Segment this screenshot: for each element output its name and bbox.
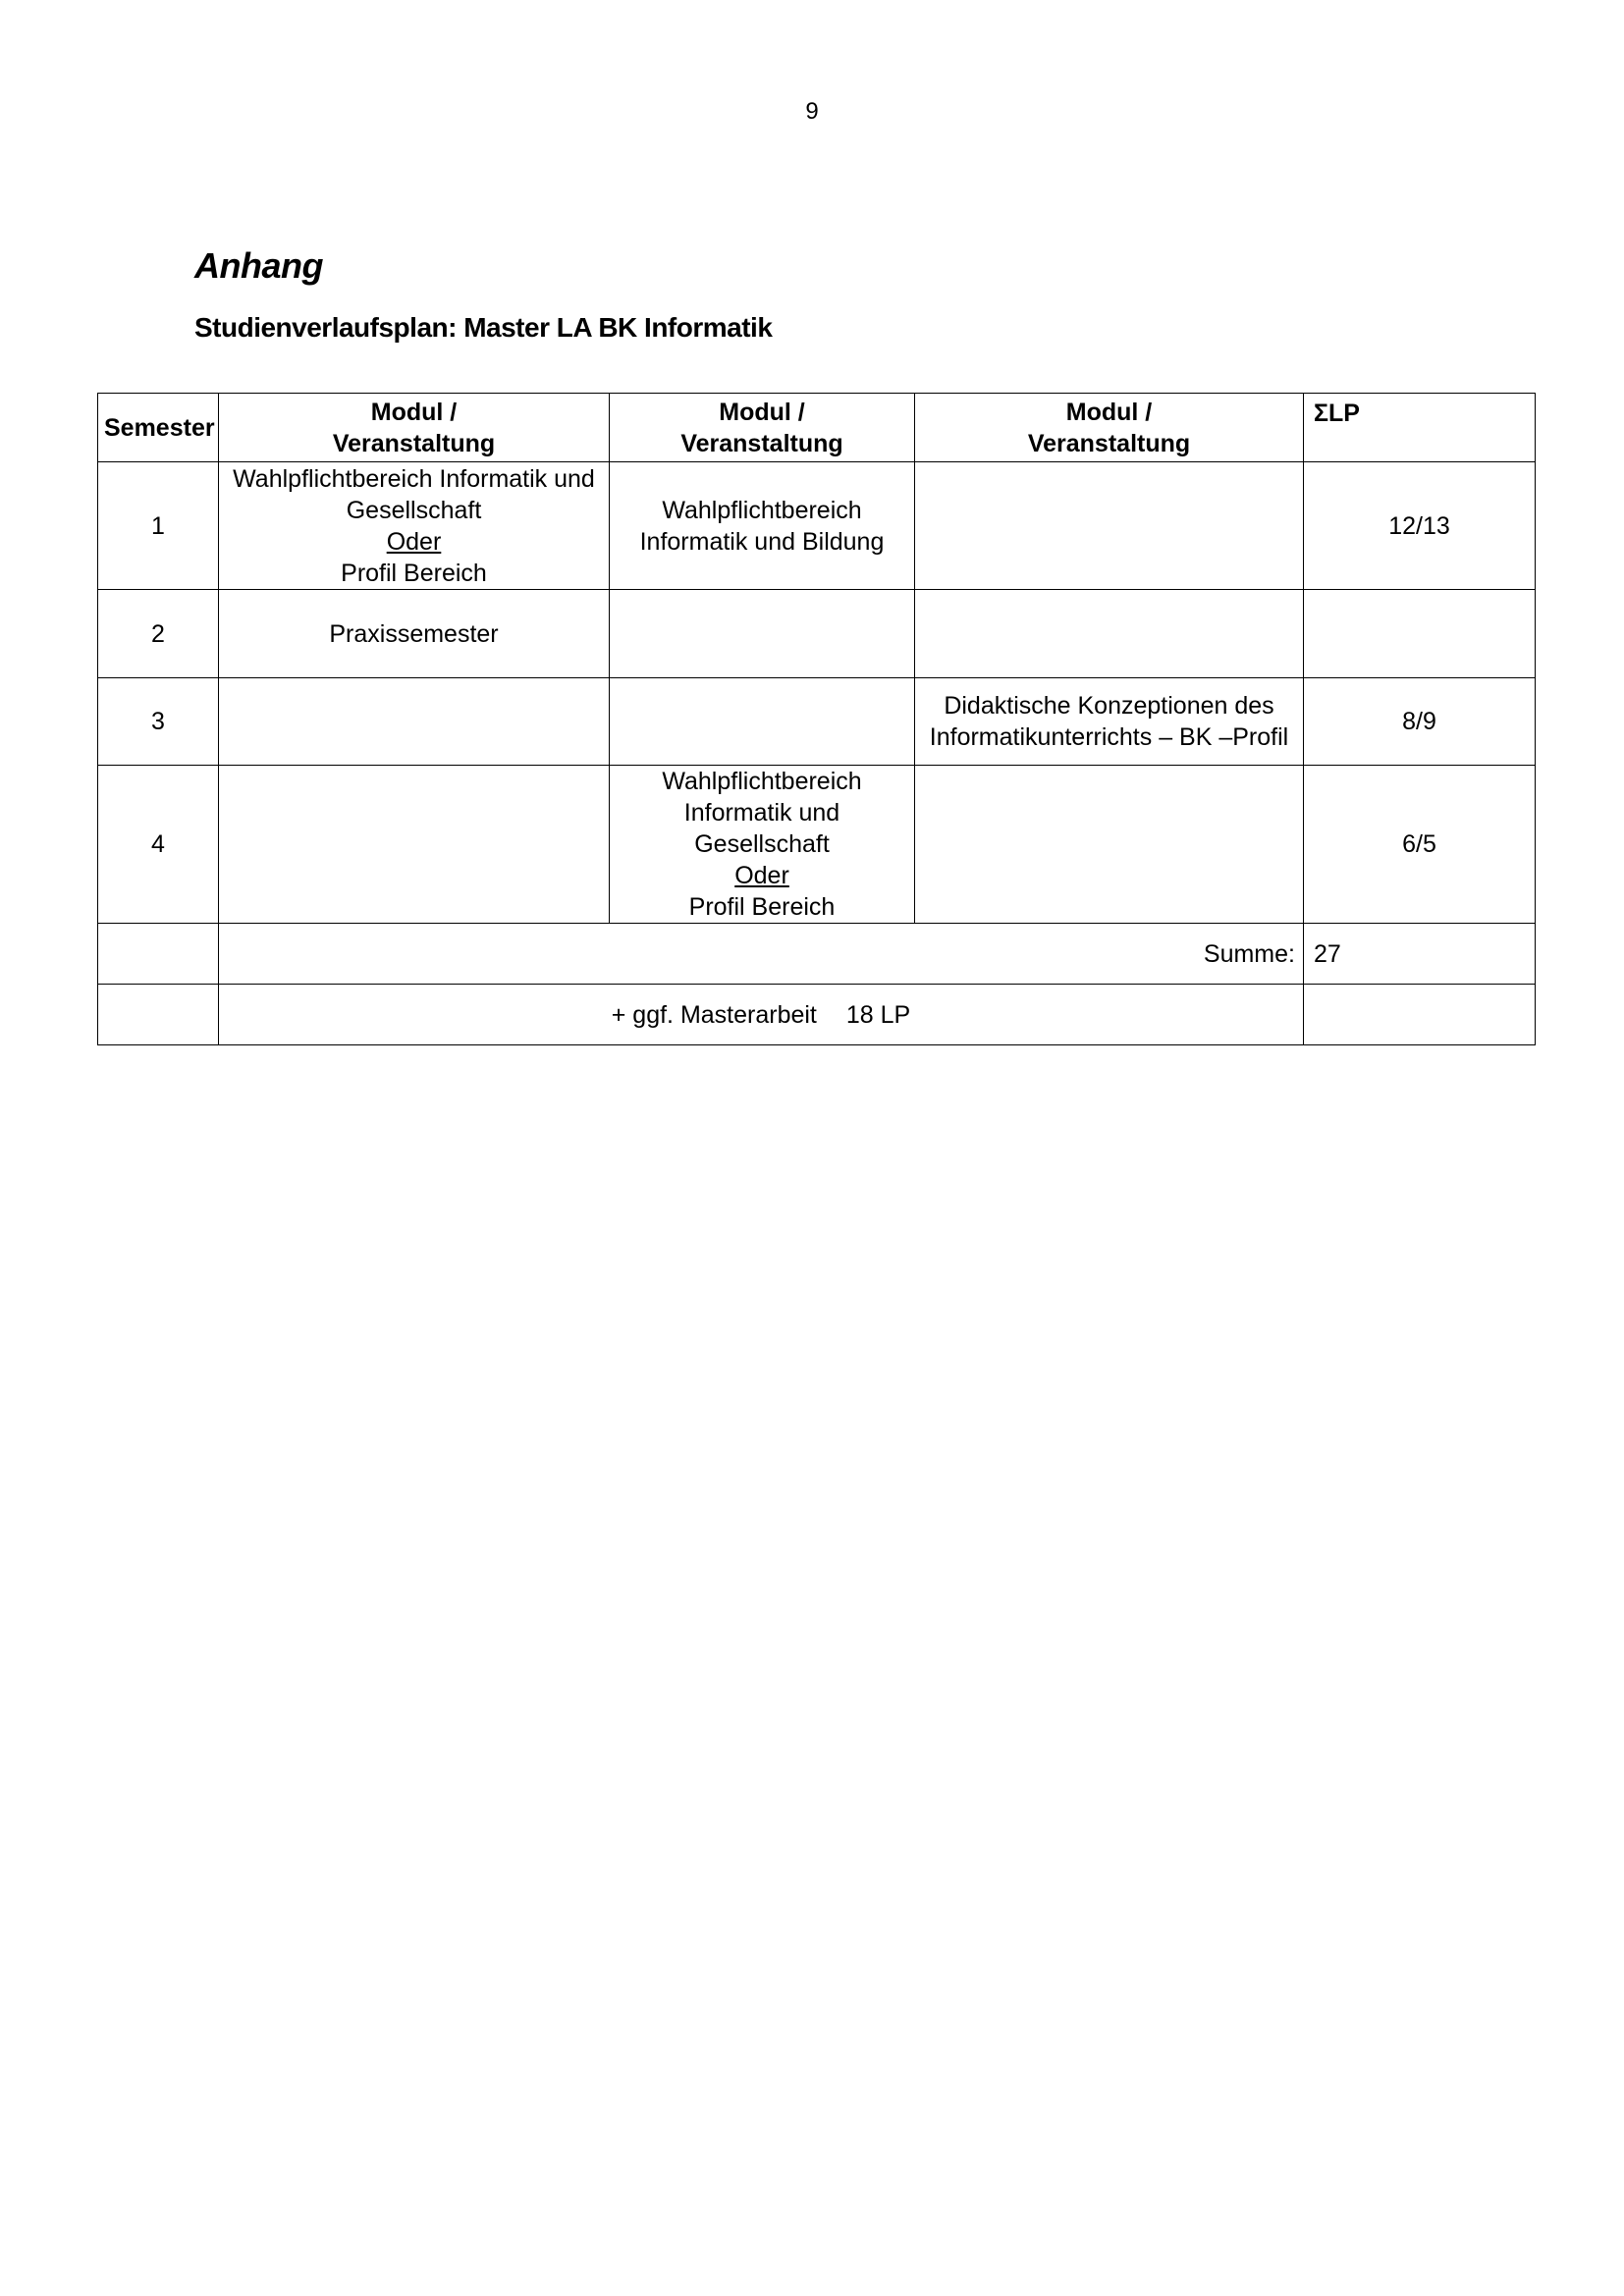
cell-line: Wahlpflichtbereich [662, 768, 862, 795]
module-cell [610, 766, 915, 924]
header-modul-line1: Modul / [719, 398, 805, 426]
cell-line: Wahlpflichtbereich Informatik und [233, 464, 595, 493]
table-row [98, 766, 1536, 924]
thesis-label: + ggf. Masterarbeit [611, 1000, 817, 1029]
cell-line: Informatikunterrichts – BK –Profil [929, 723, 1289, 751]
module-cell [610, 678, 915, 766]
cell-line: Informatik und Bildung [639, 527, 885, 556]
module-cell [915, 678, 1304, 766]
sum-row [98, 924, 1536, 985]
table-header-row [98, 394, 1536, 462]
cell-line: Praxissemester [329, 619, 499, 648]
cell-line-underlined: Oder [734, 862, 789, 889]
subheading: Studienverlaufsplan: Master LA BK Informatik [194, 312, 773, 343]
header-modul-line2: Veranstaltung [332, 429, 496, 457]
study-plan-table [97, 393, 1536, 1045]
lp-cell: 6/5 [1304, 766, 1536, 924]
header-modul-line2: Veranstaltung [680, 429, 843, 457]
header-semester: Semester [98, 394, 219, 462]
cell-line: Profil Bereich [688, 893, 836, 921]
lp-cell: 12/13 [1304, 462, 1536, 590]
page-number: 9 [805, 98, 819, 125]
header-modul-2 [610, 394, 915, 462]
thesis-row [98, 985, 1536, 1045]
semester-cell: 2 [98, 590, 219, 678]
header-modul-line1: Modul / [370, 398, 458, 426]
header-lp: ΣLP [1304, 394, 1536, 462]
sum-value: 27 [1304, 924, 1536, 985]
thesis-cell [219, 985, 1304, 1045]
cell-line: Informatik und Gesellschaft [683, 799, 840, 858]
cell-line: Gesellschaft [346, 496, 482, 524]
cell-line: Wahlpflichtbereich [662, 496, 862, 524]
semester-cell: 1 [98, 462, 219, 590]
module-cell [219, 462, 610, 590]
module-cell [610, 462, 915, 590]
sum-empty-cell [98, 924, 219, 985]
table-row [98, 590, 1536, 678]
header-modul-3 [915, 394, 1304, 462]
module-cell [915, 590, 1304, 678]
thesis-lp: 18 LP [845, 1000, 911, 1029]
heading: Anhang [194, 245, 323, 286]
semester-cell: 4 [98, 766, 219, 924]
lp-cell [1304, 590, 1536, 678]
cell-line-underlined: Oder [386, 527, 442, 556]
cell-line: Didaktische Konzeptionen des [944, 692, 1274, 720]
module-cell [915, 462, 1304, 590]
module-cell [219, 678, 610, 766]
header-modul-1 [219, 394, 610, 462]
header-modul-line2: Veranstaltung [1027, 429, 1191, 457]
module-cell [915, 766, 1304, 924]
table-row [98, 462, 1536, 590]
module-cell [219, 590, 610, 678]
thesis-lp-cell [1304, 985, 1536, 1045]
cell-line: Profil Bereich [341, 559, 487, 587]
lp-cell: 8/9 [1304, 678, 1536, 766]
header-modul-line1: Modul / [1065, 398, 1153, 426]
table-row [98, 678, 1536, 766]
module-cell [610, 590, 915, 678]
semester-cell: 3 [98, 678, 219, 766]
sum-label: Summe: [219, 924, 1304, 985]
module-cell [219, 766, 610, 924]
thesis-empty-cell [98, 985, 219, 1045]
